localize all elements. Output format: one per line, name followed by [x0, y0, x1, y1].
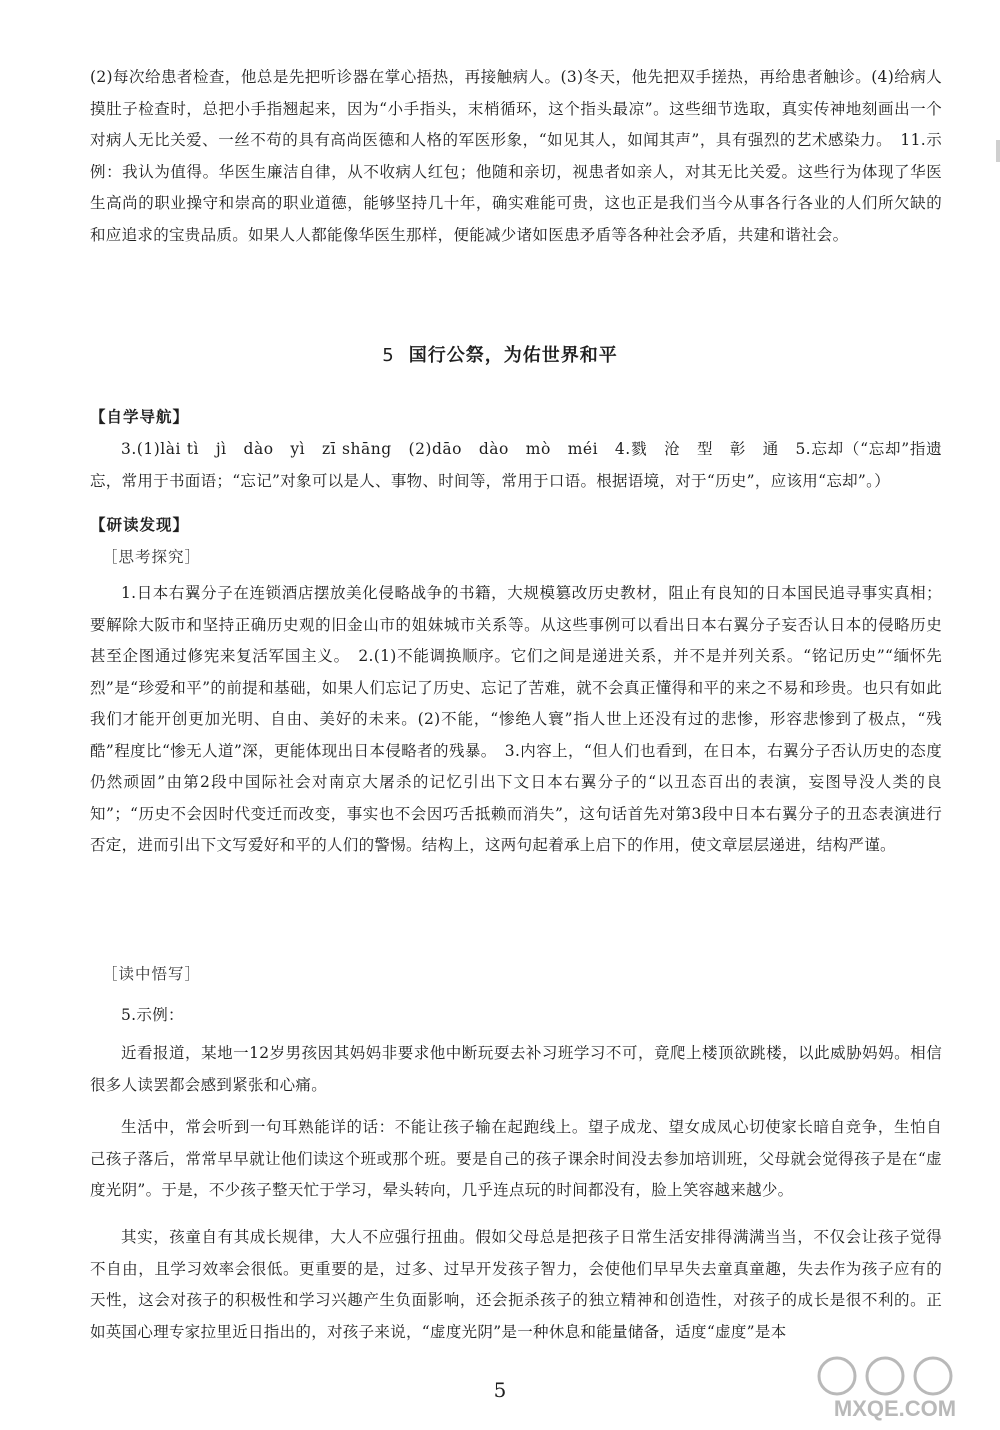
section-number: 5	[382, 345, 395, 366]
sikao-paragraph: 1.日本右翼分子在连锁酒店摆放美化侵略战争的书籍，大规模篡改历史教材，阻止有良知的日本国民追寻事实真相；要解除大阪市和坚持正确历史观的旧金山市的姐妹城市关系等。从这些事例可以看出日本右翼分子妄否认日本的侵略历史甚至企图通过修宪来复活军国主义。 2.(1)不能调换顺序。它们之间是递进关系，并不是并列关系。“铭记历史”“缅怀先烈”是“珍爱和平”的前提和基础，如果人们忘记了历史、忘记了苦难，就不会真正懂得和平的来之不易和珍贵。也只有如此我们才能开创更加光明、自由、美好的未来。(2)不能，“惨绝人寰”指人世上还没有过的悲惨，形容悲惨到了极点，“残酷”程度比“惨无人道”深，更能体现出日本侵略者的残暴。 3.内容上，“但人们也看到，在日本，右翼分子否认历史的态度仍然顽固”由第2段中国际社会对南京大屠杀的记忆引出下文日本右翼分子的“以丑态百出的表演，妄图导没人类的良知”；“历史不会因时代变迁而改变，事实也不会因巧舌抵赖而消失”，这句话首先对第3段中日本右翼分子的丑态表演进行否定，进而引出下文写爱好和平的人们的警惕。结构上，这两句起着承上启下的作用，使文章层层递进，结构严谨。	[90, 584, 942, 854]
essay-paragraph-3: 其实，孩童自有其成长规律，大人不应强行扭曲。假如父母总是把孩子日常生活安排得满满当当，不仅会让孩子觉得不自由，且学习效率会很低。更重要的是，过多、过早开发孩子智力，会使他们早早失去童真童趣，失去作为孩子应有的天性，这会对孩子的积极性和学习兴趣产生负面影响，还会扼杀孩子的独立精神和创造性，对孩子的成长是很不利的。正如英国心理专家拉里近日指出的，对孩子来说，“虚度光阴”是一种休息和能量储备，适度“虚度”是本	[90, 1228, 942, 1341]
zixue-paragraph	[90, 434, 942, 497]
section-title-text: 国行公祭，为佑世界和平	[408, 345, 618, 366]
duzhong-subheading: ［读中悟写］	[102, 965, 202, 983]
intro-paragraph: (2)每次给患者检查，他总是先把听诊器在掌心捂热，再接触病人。(3)冬天，他先把双手搓热，再给患者触诊。(4)给病人摸肚子检查时，总把小手指翘起来，因为“小手指头，末梢循环，这个指头最凉”。这些细节选取，真实传神地刻画出一个对病人无比关爱、一丝不苟的具有高尚医德和人格的军医形象，“如见其人，如闻其声”，具有强烈的艺术感染力。 11.示例：我认为值得。华医生廉洁自律，从不收病人红包；他随和亲切，视患者如亲人，对其无比关爱。这些行为体现了华医生高尚的职业操守和崇高的职业道德，能够坚持几十年，确实难能可贵，这也正是我们当今从事各行各业的人们所欠缺的和应追求的宝贵品质。如果人人都能像华医生那样，便能减少诸如医患矛盾等各种社会矛盾，共建和谐社会。	[90, 68, 942, 244]
yandu-heading: 【研读发现】	[90, 516, 190, 534]
zixue-heading: 【自学导航】	[90, 408, 190, 426]
watermark-badge	[867, 1358, 903, 1394]
section-title	[0, 341, 1000, 367]
watermark-logo	[805, 1352, 985, 1422]
scan-edge-mark	[996, 140, 1000, 162]
zixue-pinyin: 3.(1)lài tì jì dào yì zī shāng (2)dāo dào mò méi 4.戮 沧 型 彰 通	[121, 440, 780, 458]
watermark-text: MXQE.COM	[833, 1396, 957, 1421]
sikao-subheading: ［思考探究］	[102, 548, 202, 566]
essay-paragraph-2: 生活中，常会听到一句耳熟能详的话：不能让孩子输在起跑线上。望子成龙、望女成凤心切使家长暗自竞争，生怕自己孩子落后，常常早早就让他们读这个班或那个班。要是自己的孩子课余时间没去参加培训班，父母就会觉得孩子是在“虚度光阴”。于是，不少孩子整天忙于学习，晕头转向，几乎连点玩的时间都没有，脸上笑容越来越少。	[90, 1118, 942, 1199]
essay-paragraph-1: 近看报道，某地一12岁男孩因其妈妈非要求他中断玩耍去补习班学习不可，竟爬上楼顶欲跳楼，以此威胁妈妈。相信很多人读罢都会感到紧张和心痛。	[90, 1044, 942, 1094]
zixue-rest: 5.忘却（“忘却”指遗忘，常用于书面语；“忘记”对象可以是人、事物、时间等，常用于口语。根据语境，对于“历史”，应该用“忘却”。）	[90, 440, 942, 490]
example-label: 5.示例：	[121, 1006, 184, 1024]
watermark-badge	[819, 1358, 855, 1394]
page-number: 5	[493, 1378, 507, 1402]
watermark-badge	[915, 1358, 951, 1394]
